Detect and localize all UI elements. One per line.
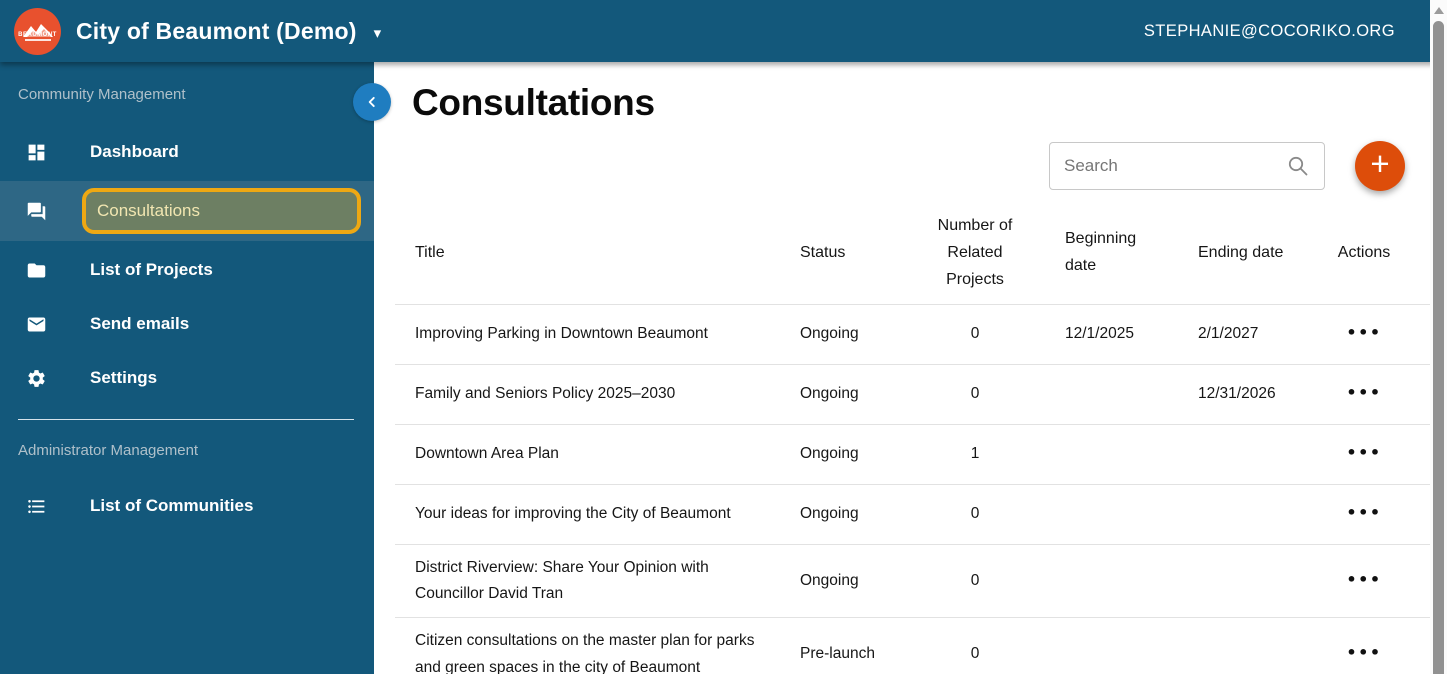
logo-text: BEAUMONT	[18, 32, 57, 38]
user-email[interactable]: STEPHANIE@COCORIKO.ORG	[1143, 21, 1395, 40]
col-header-ending-date: Ending date	[1198, 243, 1284, 261]
table-row[interactable]	[395, 545, 1432, 619]
cell-ending-date	[1178, 504, 1313, 524]
sidebar-item-label: List of Communities	[90, 496, 254, 515]
main-content	[374, 62, 1447, 674]
cell-related-projects: 0	[970, 324, 980, 342]
table-row[interactable]	[395, 365, 1432, 425]
scrollbar-thumb[interactable]	[1433, 21, 1444, 674]
sidebar-item-dashboard[interactable]	[0, 127, 374, 177]
sidebar-item-list-of-communities[interactable]	[0, 481, 374, 531]
cell-status: Ongoing	[800, 504, 859, 522]
community-selector[interactable]	[14, 8, 381, 55]
topbar	[0, 0, 1447, 62]
sidebar-collapse-button[interactable]	[353, 83, 391, 121]
cell-beginning-date	[1045, 571, 1178, 591]
chevron-left-icon	[365, 95, 379, 109]
page-title: Consultations	[412, 82, 655, 123]
cell-title: Your ideas for improving the City of Beaumont	[415, 504, 731, 522]
cell-beginning-date	[1045, 384, 1178, 404]
cell-status: Ongoing	[800, 384, 859, 402]
cell-ending-date: 12/31/2026	[1198, 384, 1276, 402]
plus-icon: +	[1370, 145, 1390, 182]
sidebar-item-label: Send emails	[90, 314, 190, 333]
cell-beginning-date: 12/1/2025	[1065, 324, 1134, 342]
sidebar-item-label: List of Projects	[90, 260, 213, 279]
beaumont-logo	[14, 8, 61, 55]
col-header-status: Status	[800, 243, 846, 261]
row-actions-menu-icon[interactable]: •••	[1333, 643, 1395, 662]
table-row[interactable]	[395, 305, 1432, 365]
vertical-scrollbar	[1430, 0, 1447, 674]
row-actions-menu-icon[interactable]: •••	[1333, 503, 1395, 522]
table-row[interactable]	[395, 485, 1432, 545]
search-input[interactable]	[1064, 156, 1286, 176]
caret-down-icon[interactable]: ▾	[373, 25, 382, 42]
table-row[interactable]	[395, 425, 1432, 485]
community-name: City of Beaumont (Demo)	[76, 17, 357, 44]
controls-row	[374, 141, 1405, 191]
row-actions-menu-icon[interactable]: •••	[1333, 570, 1395, 589]
cell-ending-date: 2/1/2027	[1198, 324, 1259, 342]
mail-icon	[26, 314, 47, 335]
cell-related-projects: 0	[970, 645, 980, 663]
cell-status: Ongoing	[800, 444, 859, 462]
list-icon	[26, 496, 47, 517]
gear-icon	[26, 368, 47, 389]
cell-related-projects: 1	[970, 444, 980, 462]
cell-beginning-date	[1045, 504, 1178, 524]
row-actions-menu-icon[interactable]: •••	[1333, 323, 1395, 342]
consultations-highlight-box	[82, 188, 361, 234]
cell-ending-date	[1178, 444, 1313, 464]
row-actions-menu-icon[interactable]: •••	[1333, 443, 1395, 462]
cell-status: Ongoing	[800, 571, 859, 589]
col-header-actions: Actions	[1337, 243, 1391, 261]
consultations-table	[395, 203, 1432, 674]
search-box	[1049, 142, 1325, 190]
cell-related-projects: 0	[970, 571, 980, 589]
section-header-admin: Administrator Management	[18, 442, 199, 459]
sidebar-item-label: Consultations	[97, 201, 201, 220]
add-consultation-button[interactable]	[1355, 141, 1405, 191]
dashboard-icon	[26, 142, 47, 163]
row-actions-menu-icon[interactable]: •••	[1333, 383, 1395, 402]
cell-status: Pre-launch	[800, 645, 875, 663]
cell-ending-date	[1178, 645, 1313, 665]
cell-ending-date	[1178, 571, 1313, 591]
col-header-beginning-date: Beginning date	[1065, 230, 1137, 275]
section-header-community: Community Management	[18, 86, 186, 103]
cell-beginning-date	[1045, 444, 1178, 464]
sidebar-item-list-of-projects[interactable]	[0, 245, 374, 295]
sidebar-item-label: Settings	[90, 368, 158, 387]
cell-title: Improving Parking in Downtown Beaumont	[415, 324, 708, 342]
logo-banner	[25, 39, 51, 41]
scrollbar-up-arrow-icon[interactable]	[1434, 7, 1444, 14]
cell-title: District Riverview: Share Your Opinion with Councillor David Tran	[415, 558, 709, 602]
consultations-chat-icon	[26, 201, 47, 222]
sidebar-item-settings[interactable]	[0, 353, 374, 403]
cell-title: Downtown Area Plan	[415, 444, 559, 462]
col-header-title: Title	[415, 243, 445, 261]
sidebar-nav-admin	[0, 481, 374, 531]
sidebar-item-send-emails[interactable]	[0, 299, 374, 349]
sidebar-nav	[0, 127, 374, 403]
table-row[interactable]	[395, 618, 1432, 674]
sidebar-item-consultations[interactable]	[0, 181, 374, 241]
table-header-row	[395, 203, 1432, 305]
col-header-related-projects: Number of Related Projects	[937, 217, 1013, 288]
cell-title: Family and Seniors Policy 2025–2030	[415, 384, 676, 402]
cell-title: Citizen consultations on the master plan for parks and green spaces in the city of Beaumont	[415, 632, 755, 674]
cell-status: Ongoing	[800, 324, 859, 342]
cell-beginning-date	[1045, 645, 1178, 665]
cell-related-projects: 0	[970, 504, 980, 522]
sidebar-item-label: Dashboard	[90, 142, 179, 161]
folder-icon	[26, 260, 47, 281]
sidebar	[0, 62, 374, 674]
cell-related-projects: 0	[970, 384, 980, 402]
search-icon	[1286, 154, 1310, 178]
sidebar-divider	[18, 419, 354, 420]
